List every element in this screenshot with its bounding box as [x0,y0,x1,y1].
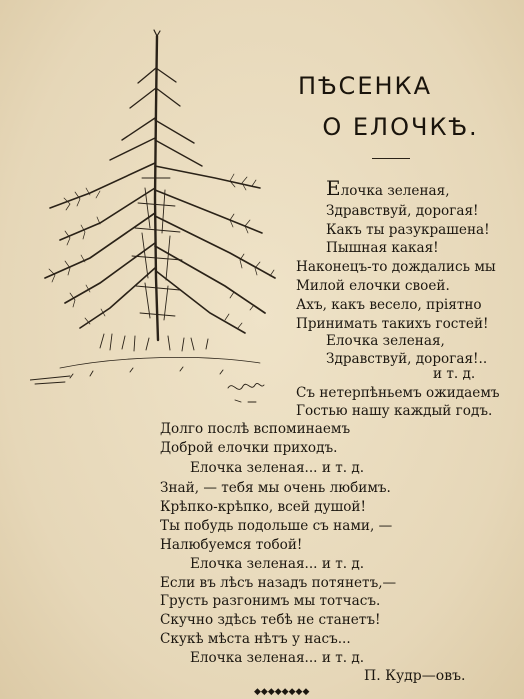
stanza-2-line-3: Ахъ, какъ весело, пріятно [296,297,482,313]
stanza-1-line-2: Здравствуй, дорогая! [326,203,479,219]
stanza-6-line-1: Если въ лѣсъ назадъ потянетъ,— [160,575,397,591]
stanza-1-line-1: Елочка зеленая, [326,176,450,200]
refrain-2: Елочка зеленая... и т. д. [190,460,365,476]
stanza-5-line-2: Крѣпко-крѣпко, всей душой! [160,499,366,515]
stanza-3-line-2: Гостью нашу каждый годъ. [296,403,493,419]
drop-cap: Е [326,176,341,200]
refrain-1-etc: и т. д. [433,366,476,382]
refrain-3: Елочка зеленая... и т. д. [190,556,365,572]
stanza-2-line-2: Милой елочки своей. [296,278,450,294]
refrain-1-line-1: Елочка зеленая, [326,333,445,349]
title-line-2: О ЕЛОЧКѢ. [322,113,479,141]
stanza-1-line-4: Пышная какая! [326,240,439,256]
stanza-3-line-1: Съ нетерпѣньемъ ожидаемъ [296,385,500,401]
stanza-6-line-2: Грусть разгонимъ мы тотчасъ. [160,593,381,609]
title-divider [372,158,410,159]
ornament-divider: ◆◆◆◆◆◆◆◆ [254,687,310,697]
title-line-1: ПѢСЕНКА [298,72,432,100]
stanza-2-line-1: Наконецъ-то дождались мы [296,259,496,275]
fir-tree-illustration [30,28,280,418]
stanza-6-line-4: Скукѣ мѣста нѣтъ у насъ... [160,631,351,647]
stanza-6-line-3: Скучно здѣсь тебѣ не станетъ! [160,612,381,628]
stanza-4-line-2: Доброй елочки приходъ. [160,440,338,456]
refrain-1-line-2: Здравствуй, дорогая!.. [326,351,488,367]
refrain-4: Елочка зеленая... и т. д. [190,650,365,666]
stanza-5-line-4: Налюбуемся тобой! [160,537,303,553]
stanza-1-line-3: Какъ ты разукрашена! [326,222,490,238]
stanza-4-line-1: Долго послѣ вспоминаемъ [160,421,351,437]
stanza-2-line-4: Принимать такихъ гостей! [296,316,489,332]
author-signature: П. Кудр—овъ. [364,668,466,684]
stanza-5-line-1: Знай, — тебя мы очень любимъ. [160,480,391,496]
stanza-5-line-3: Ты побудь подольше съ нами, — [160,518,393,534]
